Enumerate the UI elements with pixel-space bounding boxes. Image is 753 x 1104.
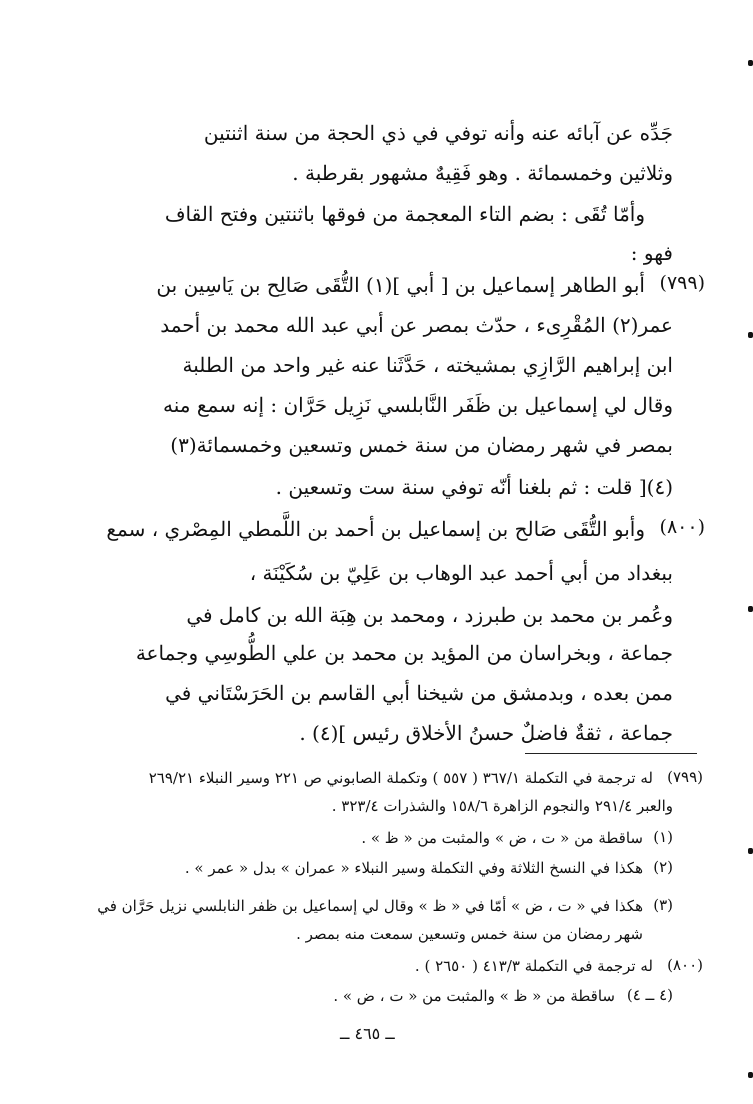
text-line: فهو : [630, 241, 673, 265]
footnote-line: له ترجمة في التكملة ٤١٣/٣ ( ٢٦٥٠ ) . [414, 957, 653, 975]
entry-line: ببغداد من أبي أحمد عبد الوهاب بن عَلِيّ بن سُكَيْنَة ، [249, 561, 673, 585]
entry-number: (٨٠٠) [659, 516, 705, 538]
entry-number: (٧٩٩) [659, 272, 705, 294]
entry-line: جماعة ، ثقةٌ فاضلٌ حسنُ الأخلاق رئيس ](٤) . [299, 721, 673, 745]
footnote-line: والعبر ٢٩١/٤ والنجوم الزاهرة ١٥٨/٦ والشذرات ٣٢٣/٤ . [331, 797, 673, 815]
text-line: جَدِّه عن آبائه عنه وأنه توفي في ذي الحجة من سنة اثنتين [203, 121, 673, 145]
margin-mark [748, 848, 753, 854]
entry-line: وأبو التُّقَى صَالح بن إسماعيل بن أحمد بن اللَّمطي المِصْري ، سمع [106, 517, 645, 541]
footnote-number: (٨٠٠) [667, 956, 703, 974]
footnote-line: هكذا في النسخ الثلاثة وفي التكملة وسير النبلاء « عمران » بدل « عمر » . [184, 859, 643, 877]
entry-line: (٤)[ قلت : ثم بلغنا أنّه توفي سنة ست وتسعين . [275, 475, 673, 499]
footnote-line: له ترجمة في التكملة ٣٦٧/١ ( ٥٥٧ ) وتكملة الصابوني ص ٢٢١ وسير النبلاء ٢٦٩/٢١ [148, 769, 653, 787]
footnote-number: (٧٩٩) [667, 768, 703, 786]
entry-line: جماعة ، وبخراسان من المؤيد بن محمد بن علي الطُّوسِي وجماعة [135, 641, 673, 665]
footnote-separator [525, 753, 697, 754]
footnote-line: ساقطة من « ظ » والمثبت من « ت ، ض » . [333, 987, 615, 1005]
footnote-number: (٢) [653, 858, 673, 876]
entry-line: بمصر في شهر رمضان من سنة خمس وتسعين وخمسمائة(٣) [170, 433, 673, 457]
page-number: ــ ٤٦٥ ــ [340, 1024, 395, 1043]
footnote-line: شهر رمضان من سنة خمس وتسعين سمعت منه بمصر . [296, 925, 643, 943]
entry-line: ممن بعده ، وبدمشق من شيخنا أبي القاسم بن الحَرَسْتَاني في [165, 681, 673, 705]
margin-mark [748, 332, 753, 338]
footnote-number: (١) [653, 828, 673, 846]
entry-line: عمر(٢) المُقْرِىء ، حدّث بمصر عن أبي عبد الله محمد بن أحمد [160, 313, 673, 337]
footnote-number: (٤ ــ ٤) [626, 986, 673, 1004]
text-line: وأمّا تُقَى : بضم التاء المعجمة من فوقها باثنتين وفتح القاف [164, 202, 645, 226]
margin-mark [748, 1072, 753, 1078]
entry-line: وعُمر بن محمد بن طبرزد ، ومحمد بن هِبَة الله بن كامل في [186, 603, 673, 627]
footnote-line: ساقطة من « ت ، ض » والمثبت من « ظ » . [361, 829, 643, 847]
entry-line: وقال لي إسماعيل بن ظَفَر النَّابلسي نَزِيل حَرَّان : إنه سمع منه [163, 393, 673, 417]
entry-line: أبو الطاهر إسماعيل بن [ أبي ](١) التُّقَى صَالِح بن يَاسِين بن [156, 273, 645, 297]
margin-mark [748, 606, 753, 612]
margin-mark [748, 60, 753, 66]
entry-line: ابن إبراهيم الرَّازِي بمشيخته ، حَدَّثَنا عنه غير واحد من الطلبة [182, 353, 673, 377]
text-line: وثلاثين وخمسمائة . وهو فَقِيهٌ مشهور بقرطبة . [292, 161, 673, 185]
footnote-line: هكذا في « ت ، ض » أمّا في « ظ » وقال لي إسماعيل بن ظفر النابلسي نزيل حَرَّان في [97, 897, 643, 915]
footnote-number: (٣) [653, 896, 673, 914]
